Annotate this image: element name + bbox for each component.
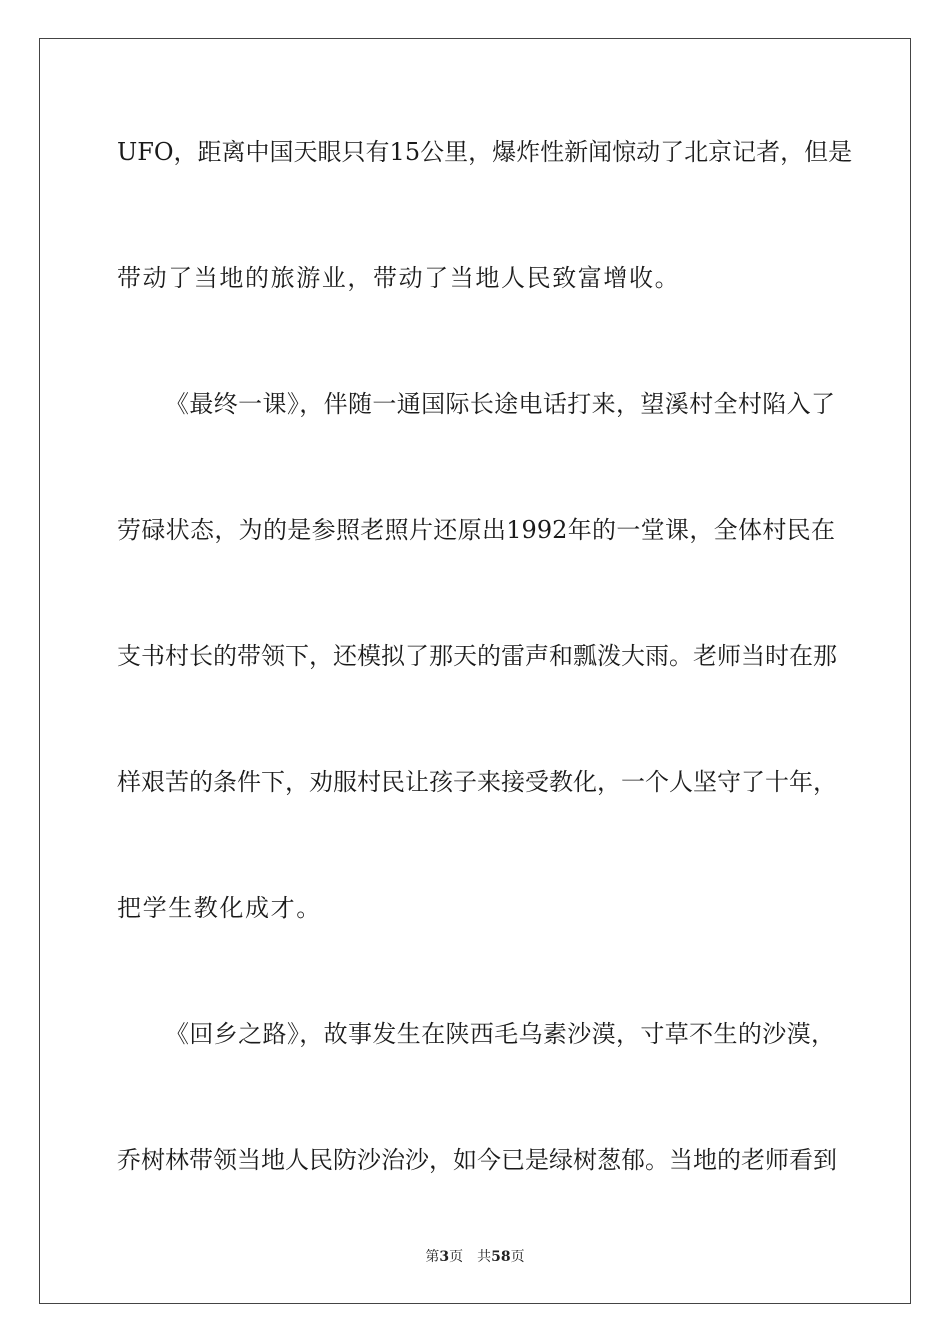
total-suffix: 页 — [510, 1249, 525, 1265]
page-prefix: 第 — [425, 1249, 440, 1265]
total-prefix: 共 — [477, 1249, 492, 1265]
paragraph-line-3: 《最终一课》，伴随一通国际长途电话打来，望溪村全村陷入了 — [165, 390, 835, 418]
paragraph-line-5: 支书村长的带领下，还模拟了那天的雷声和瓢泼大雨。老师当时在那 — [117, 642, 837, 670]
paragraph-line-8: 《回乡之路》，故事发生在陕西毛乌素沙漠，寸草不生的沙漠， — [165, 1020, 835, 1048]
paragraph-line-6: 样艰苦的条件下，劝服村民让孩子来接受教化，一个人坚守了十年， — [117, 768, 837, 796]
paragraph-line-1: UFO，距离中国天眼只有15公里，爆炸性新闻惊动了北京记者，但是 — [117, 138, 853, 166]
paragraph-line-9: 乔树林带领当地人民防沙治沙，如今已是绿树葱郁。当地的老师看到 — [117, 1146, 837, 1174]
paragraph-line-2: 带动了当地的旅游业，带动了当地人民致富增收。 — [117, 264, 681, 292]
paragraph-line-4: 劳碌状态，为的是参照老照片还原出1992年的一堂课，全体村民在 — [117, 516, 835, 544]
page-footer — [0, 1248, 950, 1266]
page-number: 3 — [439, 1249, 450, 1265]
paragraph-line-7: 把学生教化成才。 — [117, 894, 322, 922]
page-border — [39, 38, 911, 1304]
total-pages: 58 — [491, 1249, 511, 1265]
page-suffix: 页 — [449, 1249, 464, 1265]
